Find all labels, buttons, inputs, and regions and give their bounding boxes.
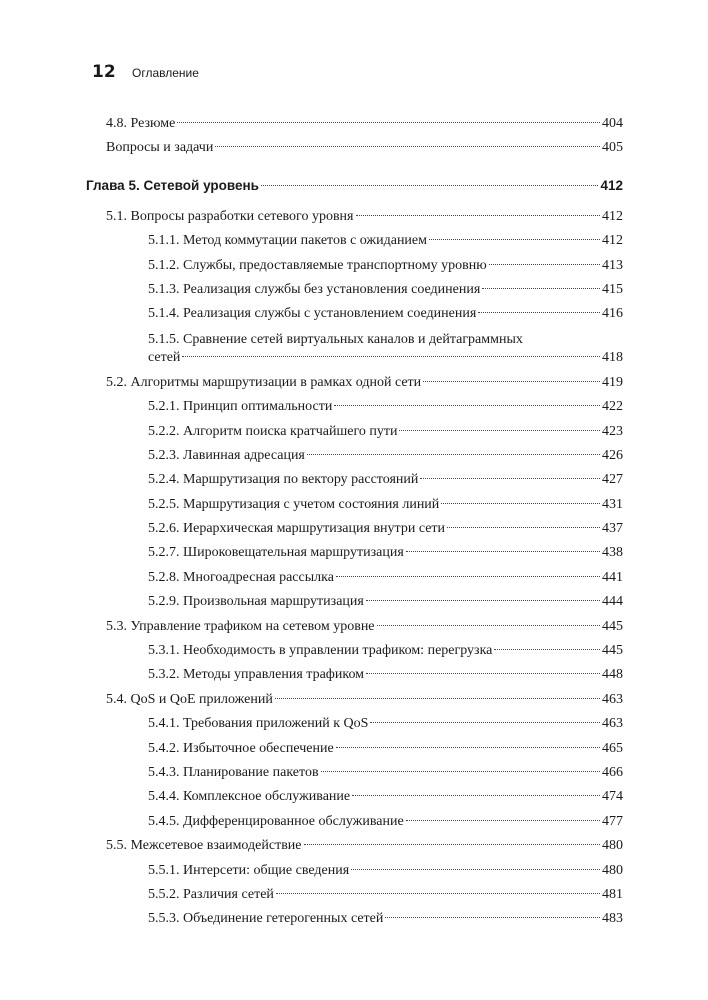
page-number: 12 — [92, 62, 116, 82]
toc-entry[interactable] — [106, 688, 623, 712]
dot-leader — [276, 893, 600, 894]
toc-entry-page: 466 — [602, 764, 623, 780]
toc-entry[interactable] — [106, 566, 623, 590]
toc-entry-page: 413 — [602, 257, 623, 273]
toc-entry-title: 5.2.2. Алгоритм поиска кратчайшего пути — [148, 423, 398, 439]
dot-leader — [366, 600, 600, 601]
dot-leader — [489, 264, 600, 265]
toc-entry-title: 5.1.4. Реализация службы с установлением соединения — [148, 306, 477, 322]
toc-entry-title: 5.4.2. Избыточное обеспечение — [148, 740, 334, 756]
toc-entry[interactable] — [106, 785, 623, 809]
toc-entry-page: 448 — [602, 667, 623, 683]
toc-entry-page: 431 — [602, 496, 623, 512]
dot-leader — [307, 454, 600, 455]
toc-entry-title: 5.5. Межсетевое взаимодействие — [106, 838, 302, 854]
toc-entry-page: 423 — [602, 423, 623, 439]
dot-leader — [182, 356, 600, 357]
toc-entry[interactable] — [106, 810, 623, 834]
toc-entry-title: 5.3. Управление трафиком на сетевом уровне — [106, 618, 375, 634]
toc-entry-page: 465 — [602, 740, 623, 756]
toc-entry-title: 5.4.5. Дифференцированное обслуживание — [148, 813, 404, 829]
dot-leader — [441, 503, 600, 504]
toc-entry-page: 415 — [602, 281, 623, 297]
toc-entry-page: 412 — [600, 177, 623, 193]
toc-entry[interactable] — [106, 737, 623, 761]
toc-entry[interactable] — [106, 468, 623, 492]
toc-entry-page: 437 — [602, 521, 623, 537]
toc-entry-page: 426 — [602, 447, 623, 463]
toc-entry-page: 419 — [602, 374, 623, 390]
toc-entry-page: 480 — [602, 838, 623, 854]
dot-leader — [423, 381, 600, 382]
toc-entry-title: 5.3.1. Необходимость в управлении трафиком: перегрузка — [148, 643, 493, 659]
toc-entry-title: 5.4. QoS и QoE приложений — [106, 691, 273, 707]
toc-entry[interactable] — [106, 639, 623, 663]
toc-entry-page: 412 — [602, 233, 623, 249]
toc-entry[interactable] — [106, 136, 623, 160]
toc-entry[interactable] — [106, 327, 623, 371]
toc-entry-title: 5.2.1. Принцип оптимальности — [148, 399, 333, 415]
toc-entry-page: 477 — [602, 813, 623, 829]
dot-leader — [177, 122, 600, 123]
toc-entry-title: 5.2.6. Иерархическая маршрутизация внутри сети — [148, 521, 446, 537]
toc-entry-title-continued: сетей — [148, 349, 181, 365]
toc-entry-title: 5.1.2. Службы, предоставляемые транспортному уровню — [148, 257, 487, 273]
toc-entry-page: 463 — [602, 716, 623, 732]
toc-entry-title: 4.8. Резюме — [106, 116, 176, 131]
toc-entry-title: 5.4.3. Планирование пакетов — [148, 764, 319, 780]
toc-entry-page: 483 — [602, 911, 623, 927]
toc-entry-title: 5.2. Алгоритмы маршрутизации в рамках одной сети — [106, 374, 422, 390]
toc-entry-page: 463 — [602, 691, 623, 707]
toc-entry-page: 441 — [602, 569, 623, 585]
dot-leader — [334, 405, 600, 406]
dot-leader — [275, 698, 600, 699]
dot-leader — [351, 869, 600, 870]
toc-entry-page: 416 — [602, 306, 623, 322]
toc-entry[interactable] — [106, 254, 623, 278]
toc-entry-title: 5.5.3. Объединение гетерогенных сетей — [148, 911, 384, 927]
toc-entry-title: 5.2.5. Маршрутизация с учетом состояния линий — [148, 496, 440, 512]
toc-entry-page: 480 — [602, 862, 623, 878]
toc-chapter-entry[interactable] — [86, 171, 623, 201]
toc-entry-title: 5.2.8. Многоадресная рассылка — [148, 569, 334, 585]
toc-entry-title: Глава 5. Сетевой уровень — [86, 177, 259, 193]
dot-leader — [352, 795, 600, 796]
dot-leader — [420, 478, 600, 479]
toc-entry-page: 445 — [602, 618, 623, 634]
dot-leader — [429, 239, 600, 240]
toc-entry-title: 5.4.1. Требования приложений к QoS — [148, 716, 369, 732]
dot-leader — [356, 215, 601, 216]
dot-leader — [482, 288, 600, 289]
toc-entry[interactable] — [106, 371, 623, 395]
toc-entry-title: Вопросы и задачи — [106, 140, 214, 156]
toc-entry-title: 5.4.4. Комплексное обслуживание — [148, 789, 351, 805]
toc-entry-page: 404 — [602, 116, 623, 131]
dot-leader — [406, 551, 600, 552]
toc-entry-title: 5.1.3. Реализация службы без установления соединения — [148, 281, 481, 297]
dot-leader — [377, 625, 600, 626]
toc-entry-title: 5.5.2. Различия сетей — [148, 886, 274, 902]
toc-entry[interactable] — [106, 517, 623, 541]
toc-entry[interactable] — [106, 907, 623, 931]
toc-entry-page: 444 — [602, 594, 623, 610]
toc-entry-page: 474 — [602, 789, 623, 805]
running-title: Оглавление — [132, 66, 199, 80]
toc-entry-title: 5.5.1. Интерсети: общие сведения — [148, 862, 350, 878]
toc-entry-page: 405 — [602, 140, 623, 156]
toc-entry-page: 418 — [602, 349, 623, 365]
toc-entry[interactable] — [106, 420, 623, 444]
dot-leader — [366, 673, 600, 674]
toc-entry[interactable] — [106, 712, 623, 736]
dot-leader — [321, 771, 600, 772]
toc-entry-title: 5.2.7. Широковещательная маршрутизация — [148, 545, 404, 561]
dot-leader — [399, 430, 600, 431]
dot-leader — [215, 146, 600, 147]
toc-entry-title: 5.1.5. Сравнение сетей виртуальных каналов и дейтаграммных — [148, 331, 523, 347]
toc-entry[interactable] — [106, 493, 623, 517]
toc-entry-title: 5.2.9. Произвольная маршрутизация — [148, 594, 364, 610]
toc-entry[interactable] — [106, 302, 623, 326]
toc-entry[interactable] — [106, 205, 623, 229]
toc-entry[interactable] — [106, 883, 623, 907]
toc-entry-title: 5.3.2. Методы управления трафиком — [148, 667, 365, 683]
toc-entry[interactable] — [106, 859, 623, 883]
toc-entry-title: 5.2.3. Лавинная адресация — [148, 447, 305, 463]
toc-entry[interactable] — [106, 229, 623, 253]
toc-entry-page: 412 — [602, 208, 623, 224]
table-of-contents — [86, 112, 623, 932]
dot-leader — [478, 312, 600, 313]
dot-leader — [494, 649, 600, 650]
toc-entry-page: 427 — [602, 472, 623, 488]
toc-entry[interactable] — [106, 761, 623, 785]
toc-entry[interactable] — [106, 112, 623, 136]
toc-entry-page: 438 — [602, 545, 623, 561]
dot-leader — [406, 820, 600, 821]
toc-entry[interactable] — [106, 615, 623, 639]
toc-entry[interactable] — [106, 541, 623, 565]
toc-entry-title: 5.1.1. Метод коммутации пакетов с ожиданием — [148, 233, 427, 249]
dot-leader — [261, 185, 598, 186]
dot-leader — [370, 722, 600, 723]
dot-leader — [336, 747, 600, 748]
toc-entry-page: 445 — [602, 643, 623, 659]
toc-entry[interactable] — [106, 444, 623, 468]
toc-entry[interactable] — [106, 663, 623, 687]
toc-entry[interactable] — [106, 590, 623, 614]
dot-leader — [336, 576, 600, 577]
dot-leader — [385, 917, 600, 918]
toc-entry-page: 422 — [602, 399, 623, 415]
dot-leader — [447, 527, 600, 528]
toc-entry[interactable] — [106, 278, 623, 302]
toc-entry-page: 481 — [602, 886, 623, 902]
toc-entry[interactable] — [106, 395, 623, 419]
toc-entry-title: 5.2.4. Маршрутизация по вектору расстояний — [148, 472, 419, 488]
toc-entry[interactable] — [106, 834, 623, 858]
dot-leader — [304, 844, 600, 845]
toc-entry-title: 5.1. Вопросы разработки сетевого уровня — [106, 208, 354, 224]
